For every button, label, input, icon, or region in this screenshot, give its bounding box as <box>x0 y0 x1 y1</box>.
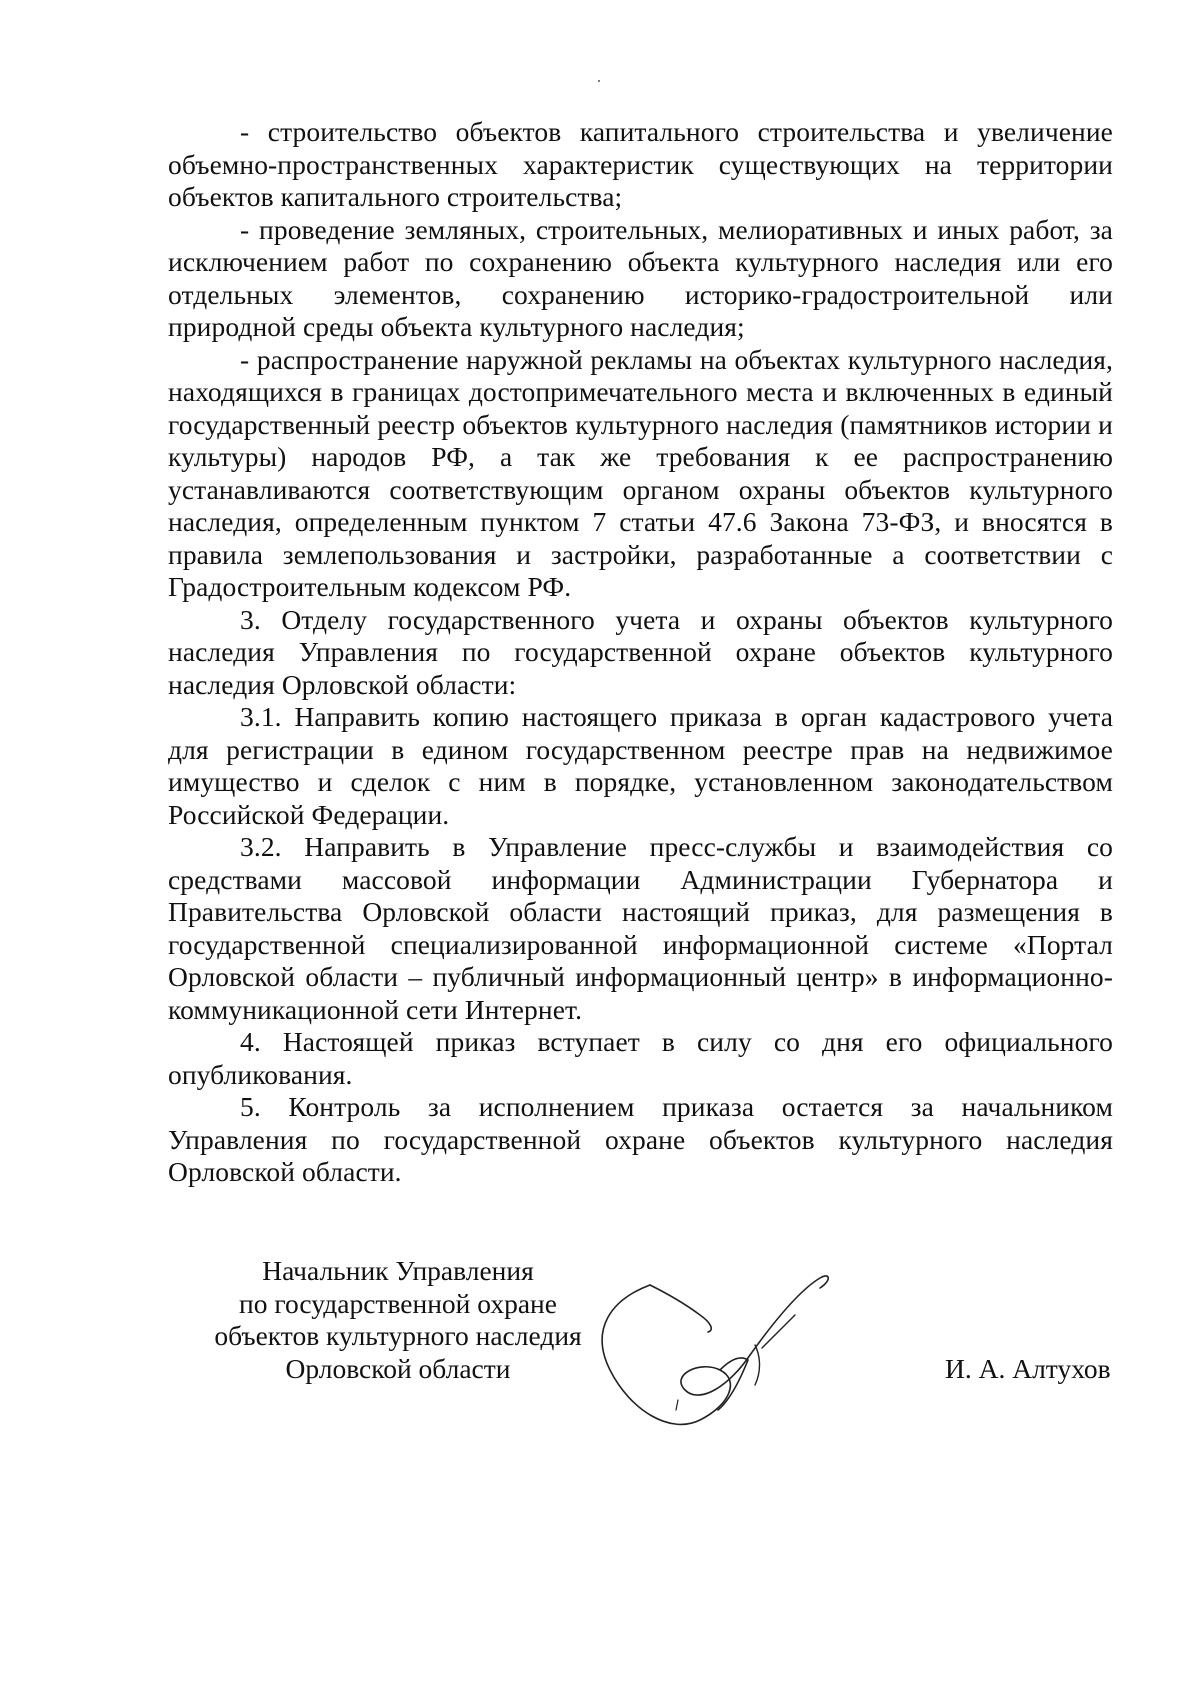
paragraph-item-3: 3. Отделу государственного учета и охраны объектов культурного наследия Управления по государственной охране объектов культурного наследия Орловской области: <box>168 603 1113 700</box>
position-line: объектов культурного наследия <box>214 1320 582 1351</box>
paragraph-advertising: - распространение наружной рекламы на объектах культурного наследия, находящихся в границах достопримечательного места и включенных в единый государственный реестр объектов культурного наследия (памятников истории и культуры) народов РФ, а так же требования к ее распространению устанавливаются соответствующим органом охраны объектов культурного наследия, определенным пунктом 7 статьи 47.6 Закона 73-ФЗ, и вносятся в правила землепользования и застройки, разработанные а соответствии с Градостроительным кодексом РФ. <box>168 343 1113 602</box>
paragraph-earthworks: - проведение земляных, строительных, мелиоративных и иных работ, за исключением работ по сохранению объекта культурного наследия или его отдельных элементов, сохранению историко-градостроительной или природной среды объекта культурного наследия; <box>168 213 1113 342</box>
signatory-position <box>188 1255 608 1385</box>
paragraph-construction: - строительство объектов капитального строительства и увеличение объемно-пространственных характеристик существующих на территории объектов капитального строительства; <box>168 116 1113 212</box>
paragraph-item-5: 5. Контроль за исполнением приказа остается за начальником Управления по государственной охране объектов культурного наследия Орловской области. <box>168 1091 1113 1187</box>
position-line: Орловской области <box>285 1352 511 1384</box>
paragraph-item-3-1: 3.1. Направить копию настоящего приказа в орган кадастрового учета для регистрации в едином государственном реестре прав на недвижимое имущество и сделок с ним в порядке, установленном законодательством Российской Федерации. <box>168 701 1113 830</box>
paragraph-item-4: 4. Настоящей приказ вступает в силу со дня его официального опубликования. <box>168 1026 1113 1090</box>
position-line: Начальник Управления <box>262 1255 534 1286</box>
document-body <box>168 116 1113 1189</box>
paragraph-item-3-2: 3.2. Направить в Управление пресс-службы и взаимодействия со средствами массовой информации Администрации Губернатора и Правительства Орловской области настоящий приказ, для размещения в государственной специализированной информационной системе «Портал Орловской области – публичный информационный центр» в информационно-коммуникационной сети Интернет. <box>168 831 1113 1025</box>
handwritten-signature <box>590 1260 860 1460</box>
signer-name: И. А. Алтухов <box>945 1353 1111 1384</box>
scan-speck <box>598 80 600 82</box>
position-line: по государственной охране <box>239 1287 557 1319</box>
